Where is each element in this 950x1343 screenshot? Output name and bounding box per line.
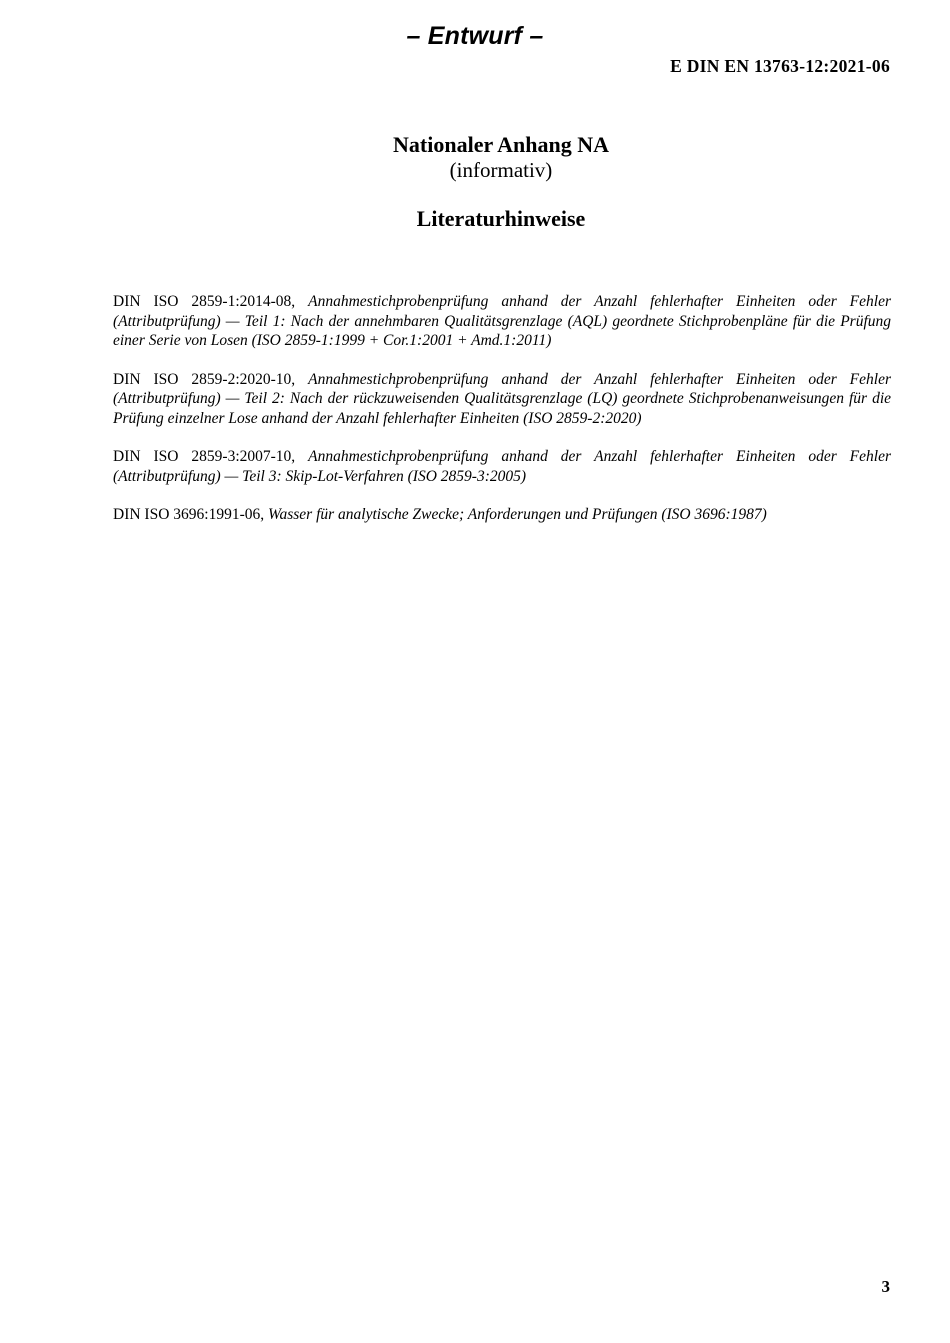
- reference-list: [113, 292, 891, 544]
- draft-watermark-label: – Entwurf –: [406, 22, 544, 50]
- annex-title: Nationaler Anhang NA: [393, 132, 609, 157]
- page-number: 3: [881, 1277, 890, 1296]
- annex-heading: [0, 131, 950, 182]
- section-title: Literaturhinweise: [416, 206, 586, 231]
- reference-item: [113, 292, 891, 351]
- reference-title: Annahmestichprobenprüfung anhand der Anzahl fehlerhafter Einheiten oder Fehler (Attributprüfung) — Teil 2: Nach der rückzuweisenden Qualitätsgrenzlage (LQ) geordnete Stichprobenanweisungen für die Prüfung einzelner Lose anhand der Anzahl fehlerhafter Einheiten (ISO 2859-2:2020): [113, 370, 892, 427]
- reference-code: DIN ISO 2859-2:2020-10,: [113, 370, 309, 388]
- annex-subtitle: (informativ): [449, 158, 553, 182]
- reference-title: Wasser für analytische Zwecke; Anforderungen und Prüfungen (ISO 3696:1987): [268, 506, 767, 523]
- reference-code: DIN ISO 2859-1:2014-08,: [113, 293, 309, 310]
- document-identifier: E DIN EN 13763-12:2021-06: [670, 56, 890, 76]
- reference-code: DIN ISO 2859-3:2007-10,: [113, 448, 309, 465]
- reference-title: Annahmestichprobenprüfung anhand der Anzahl fehlerhafter Einheiten oder Fehler (Attributprüfung) — Teil 3: Skip-Lot-Verfahren (ISO 2859-3:2005): [113, 448, 892, 485]
- reference-item: [113, 447, 891, 486]
- reference-item: [113, 370, 891, 429]
- reference-code: DIN ISO 3696:1991-06,: [113, 506, 268, 523]
- reference-item: [113, 505, 891, 525]
- reference-title: Annahmestichprobenprüfung anhand der Anzahl fehlerhafter Einheiten oder Fehler (Attributprüfung) — Teil 1: Nach der annehmbaren Qualitätsgrenzlage (AQL) geordnete Stichprobenpläne für die Prüfung einer Serie von Losen (ISO 2859-1:1999 + Cor.1:2001 + Amd.1:2011): [113, 293, 892, 349]
